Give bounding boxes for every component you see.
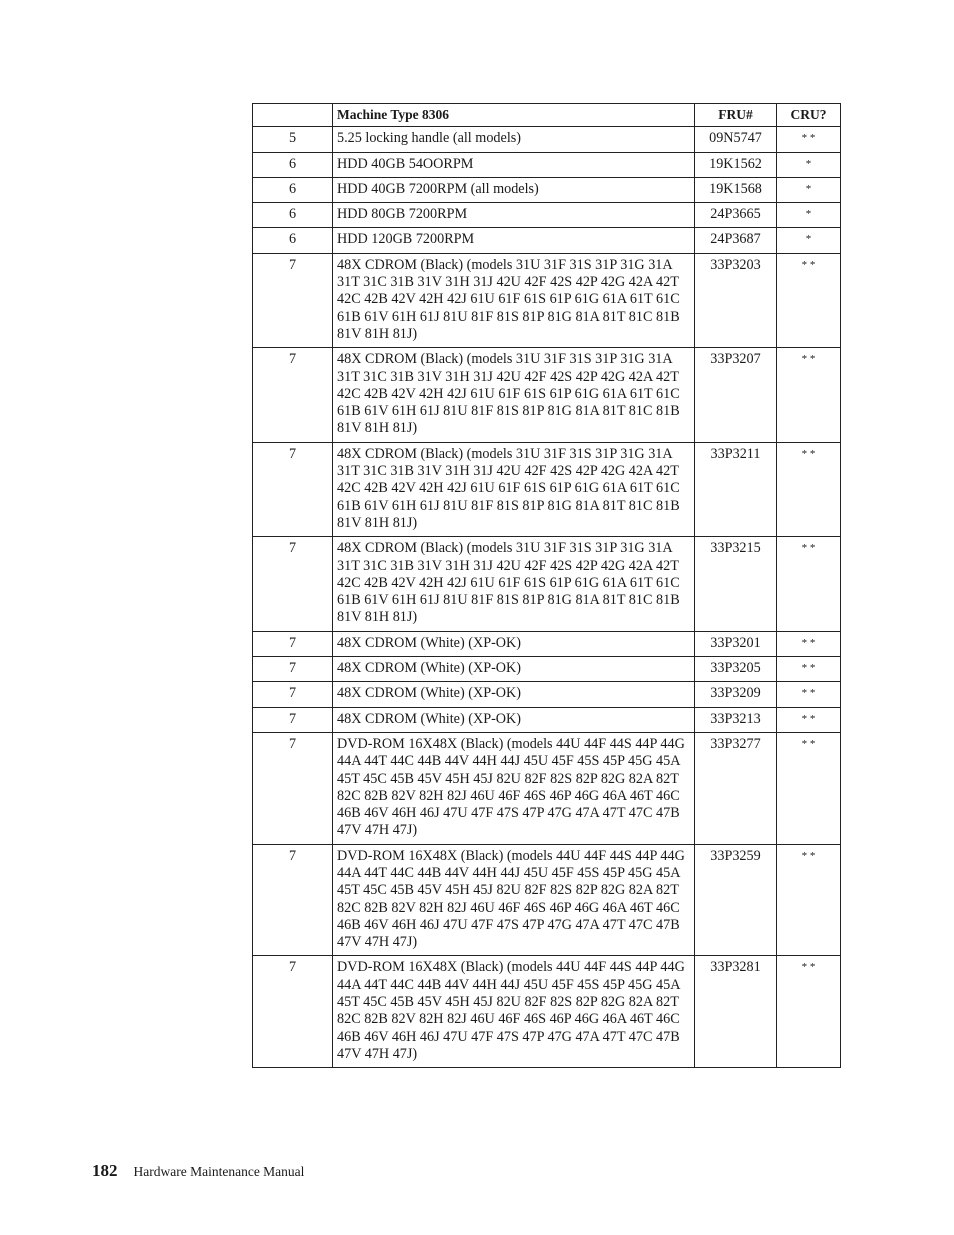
row-cru-flag: *	[777, 177, 841, 202]
row-fru-number: 33P3259	[695, 844, 777, 956]
row-fru-number: 33P3213	[695, 707, 777, 732]
table-row	[253, 348, 841, 442]
table-row	[253, 956, 841, 1068]
row-index: 5	[253, 127, 333, 152]
table-row	[253, 127, 841, 152]
table-row	[253, 442, 841, 536]
row-fru-number: 33P3207	[695, 348, 777, 442]
row-index: 7	[253, 537, 333, 631]
row-description: 48X CDROM (Black) (models 31U 31F 31S 31P 31G 31A 31T 31C 31B 31V 31H 31J 42U 42F 42S 42P 42G 42A 42T 42C 42B 42V 42H 42J 61U 61F 61S 61P 61G 61A 61T 61C 61B 61V 61H 61J 81U 81F 81S 81P 81G 81A 81T 81C 81B 81V 81H 81J)	[333, 348, 695, 442]
table-row	[253, 152, 841, 177]
row-fru-number: 33P3201	[695, 631, 777, 656]
row-description: DVD-ROM 16X48X (Black) (models 44U 44F 44S 44P 44G 44A 44T 44C 44B 44V 44H 44J 45U 45F 45S 45P 45G 45A 45T 45C 45B 45V 45H 45J 82U 82F 82S 82P 82G 82A 82T 82C 82B 82V 82H 82J 46U 46F 46S 46P 46G 46A 46T 46C 46B 46V 46H 46J 47U 47F 47S 47P 47G 47A 47T 47C 47B 47V 47H 47J)	[333, 732, 695, 844]
table-row	[253, 707, 841, 732]
page-number: 182	[92, 1161, 118, 1180]
row-fru-number: 19K1562	[695, 152, 777, 177]
manual-title: Hardware Maintenance Manual	[133, 1164, 305, 1179]
table-row	[253, 732, 841, 844]
row-index: 7	[253, 956, 333, 1068]
row-cru-flag: *	[777, 203, 841, 228]
row-index: 6	[253, 177, 333, 202]
header-machine-type: Machine Type 8306	[333, 104, 695, 127]
row-cru-flag: * *	[777, 537, 841, 631]
row-description: HDD 40GB 7200RPM (all models)	[333, 177, 695, 202]
table-header-row	[253, 104, 841, 127]
row-fru-number: 33P3209	[695, 682, 777, 707]
row-index: 7	[253, 732, 333, 844]
row-fru-number: 33P3203	[695, 253, 777, 347]
row-description: 48X CDROM (White) (XP-OK)	[333, 707, 695, 732]
page-footer	[92, 1161, 304, 1181]
table-row	[253, 537, 841, 631]
row-index: 7	[253, 844, 333, 956]
header-index	[253, 104, 333, 127]
row-fru-number: 33P3277	[695, 732, 777, 844]
row-index: 7	[253, 707, 333, 732]
header-cru: CRU?	[777, 104, 841, 127]
row-fru-number: 24P3687	[695, 228, 777, 253]
row-index: 6	[253, 228, 333, 253]
row-description: 48X CDROM (White) (XP-OK)	[333, 657, 695, 682]
row-index: 7	[253, 348, 333, 442]
row-index: 7	[253, 682, 333, 707]
row-cru-flag: * *	[777, 348, 841, 442]
row-fru-number: 24P3665	[695, 203, 777, 228]
row-fru-number: 33P3211	[695, 442, 777, 536]
row-cru-flag: *	[777, 152, 841, 177]
table-row	[253, 203, 841, 228]
row-cru-flag: * *	[777, 732, 841, 844]
row-fru-number: 33P3205	[695, 657, 777, 682]
row-description: 48X CDROM (Black) (models 31U 31F 31S 31P 31G 31A 31T 31C 31B 31V 31H 31J 42U 42F 42S 42P 42G 42A 42T 42C 42B 42V 42H 42J 61U 61F 61S 61P 61G 61A 61T 61C 61B 61V 61H 61J 81U 81F 81S 81P 81G 81A 81T 81C 81B 81V 81H 81J)	[333, 253, 695, 347]
table-row	[253, 177, 841, 202]
row-description: 48X CDROM (White) (XP-OK)	[333, 682, 695, 707]
row-description: 48X CDROM (Black) (models 31U 31F 31S 31P 31G 31A 31T 31C 31B 31V 31H 31J 42U 42F 42S 42P 42G 42A 42T 42C 42B 42V 42H 42J 61U 61F 61S 61P 61G 61A 61T 61C 61B 61V 61H 61J 81U 81F 81S 81P 81G 81A 81T 81C 81B 81V 81H 81J)	[333, 537, 695, 631]
row-cru-flag: *	[777, 228, 841, 253]
table-row	[253, 228, 841, 253]
row-index: 7	[253, 631, 333, 656]
row-description: HDD 80GB 7200RPM	[333, 203, 695, 228]
row-cru-flag: * *	[777, 844, 841, 956]
row-description: 48X CDROM (White) (XP-OK)	[333, 631, 695, 656]
row-fru-number: 33P3281	[695, 956, 777, 1068]
row-cru-flag: * *	[777, 442, 841, 536]
row-cru-flag: * *	[777, 253, 841, 347]
row-cru-flag: * *	[777, 127, 841, 152]
table-row	[253, 657, 841, 682]
row-index: 7	[253, 442, 333, 536]
row-fru-number: 19K1568	[695, 177, 777, 202]
table-row	[253, 631, 841, 656]
row-cru-flag: * *	[777, 682, 841, 707]
row-cru-flag: * *	[777, 707, 841, 732]
table-row	[253, 844, 841, 956]
header-fru: FRU#	[695, 104, 777, 127]
row-index: 7	[253, 657, 333, 682]
table-row	[253, 253, 841, 347]
row-description: 5.25 locking handle (all models)	[333, 127, 695, 152]
row-index: 6	[253, 152, 333, 177]
row-description: HDD 40GB 54OORPM	[333, 152, 695, 177]
parts-table	[252, 103, 841, 1068]
row-description: DVD-ROM 16X48X (Black) (models 44U 44F 44S 44P 44G 44A 44T 44C 44B 44V 44H 44J 45U 45F 45S 45P 45G 45A 45T 45C 45B 45V 45H 45J 82U 82F 82S 82P 82G 82A 82T 82C 82B 82V 82H 82J 46U 46F 46S 46P 46G 46A 46T 46C 46B 46V 46H 46J 47U 47F 47S 47P 47G 47A 47T 47C 47B 47V 47H 47J)	[333, 844, 695, 956]
row-cru-flag: * *	[777, 631, 841, 656]
row-fru-number: 09N5747	[695, 127, 777, 152]
table-row	[253, 682, 841, 707]
table-body	[253, 127, 841, 1068]
row-cru-flag: * *	[777, 657, 841, 682]
row-index: 7	[253, 253, 333, 347]
row-cru-flag: * *	[777, 956, 841, 1068]
row-fru-number: 33P3215	[695, 537, 777, 631]
row-description: 48X CDROM (Black) (models 31U 31F 31S 31P 31G 31A 31T 31C 31B 31V 31H 31J 42U 42F 42S 42P 42G 42A 42T 42C 42B 42V 42H 42J 61U 61F 61S 61P 61G 61A 61T 61C 61B 61V 61H 61J 81U 81F 81S 81P 81G 81A 81T 81C 81B 81V 81H 81J)	[333, 442, 695, 536]
row-description: HDD 120GB 7200RPM	[333, 228, 695, 253]
row-description: DVD-ROM 16X48X (Black) (models 44U 44F 44S 44P 44G 44A 44T 44C 44B 44V 44H 44J 45U 45F 45S 45P 45G 45A 45T 45C 45B 45V 45H 45J 82U 82F 82S 82P 82G 82A 82T 82C 82B 82V 82H 82J 46U 46F 46S 46P 46G 46A 46T 46C 46B 46V 46H 46J 47U 47F 47S 47P 47G 47A 47T 47C 47B 47V 47H 47J)	[333, 956, 695, 1068]
row-index: 6	[253, 203, 333, 228]
